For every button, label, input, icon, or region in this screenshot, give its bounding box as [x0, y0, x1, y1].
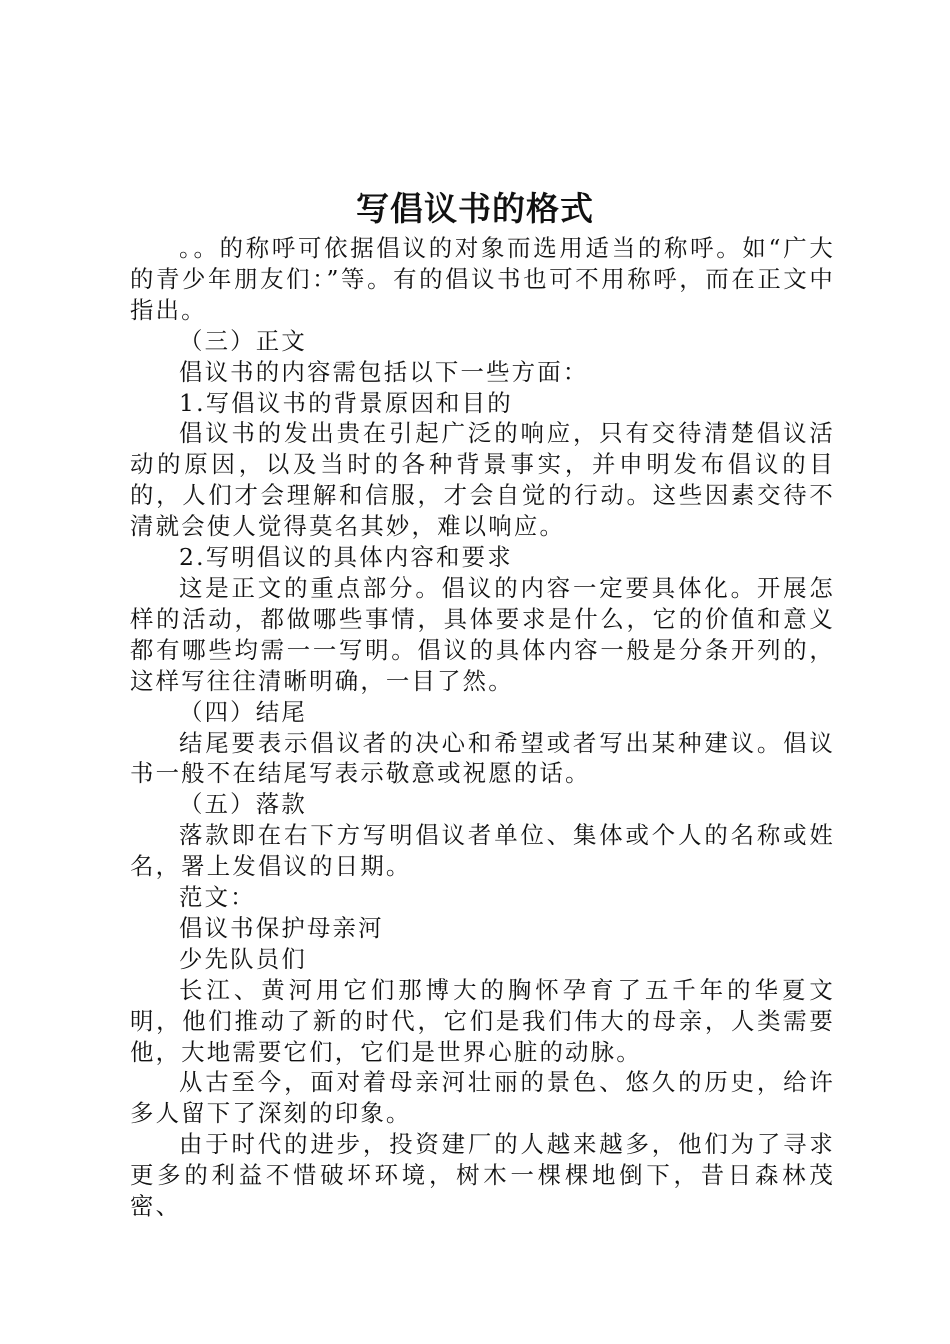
paragraph-content: 这是正文的重点部分。倡议的内容一定要具体化。开展怎样的活动，都做哪些事情，具体要求是什么，它的价值和意义都有哪些均需一一写明。倡议的具体内容一般是分条开列的，这样写往往清晰明确，一目了然。 [130, 573, 835, 695]
paragraph-salutation-note: 。。的称呼可依据倡议的对象而选用适当的称呼。如“广大的青少年朋友们：”等。有的倡议书也可不用称呼，而在正文中指出。 [130, 234, 835, 324]
sample-paragraph-3: 由于时代的进步，投资建厂的人越来越多，他们为了寻求更多的利益不惜破坏环境，树木一棵棵地倒下，昔日森林茂密、 [130, 1130, 835, 1221]
section-heading-signature: （五）落款 [179, 790, 307, 819]
sample-paragraph-1: 长江、黄河用它们那博大的胸怀孕育了五千年的华夏文明，他们推动了新的时代，它们是我们伟大的母亲，人类需要他，大地需要它们，它们是世界心脏的动脉。 [130, 975, 835, 1066]
sample-title: 倡议书保护母亲河 [179, 913, 384, 942]
document-title: 写倡议书的格式 [356, 189, 594, 228]
paragraph-signature: 落款即在右下方写明倡议者单位、集体或个人的名称或姓名，署上发倡议的日期。 [130, 821, 835, 881]
paragraph-ending: 结尾要表示倡议者的决心和希望或者写出某种建议。倡议书一般不在结尾写表示敬意或祝愿的话。 [130, 728, 835, 788]
sample-paragraph-2: 从古至今，面对着母亲河壮丽的景色、悠久的历史，给许多人留下了深刻的印象。 [130, 1068, 835, 1128]
section-heading-body: （三）正文 [179, 326, 307, 355]
sample-label: 范文： [179, 883, 256, 912]
subheading-background: 1.写倡议书的背景原因和目的 [179, 388, 513, 417]
paragraph-background: 倡议书的发出贵在引起广泛的响应，只有交待清楚倡议活动的原因，以及当时的各种背景事实，并申明发布倡议的目的，人们才会理解和信服，才会自觉的行动。这些因素交待不清就会使人觉得莫名其妙，难以响应。 [130, 419, 835, 541]
paragraph-body-intro: 倡议书的内容需包括以下一些方面： [179, 357, 589, 386]
section-heading-ending: （四）结尾 [179, 697, 307, 726]
document-body [130, 233, 835, 1222]
sample-salutation: 少先队员们 [179, 944, 307, 973]
subheading-content: 2.写明倡议的具体内容和要求 [179, 543, 513, 572]
